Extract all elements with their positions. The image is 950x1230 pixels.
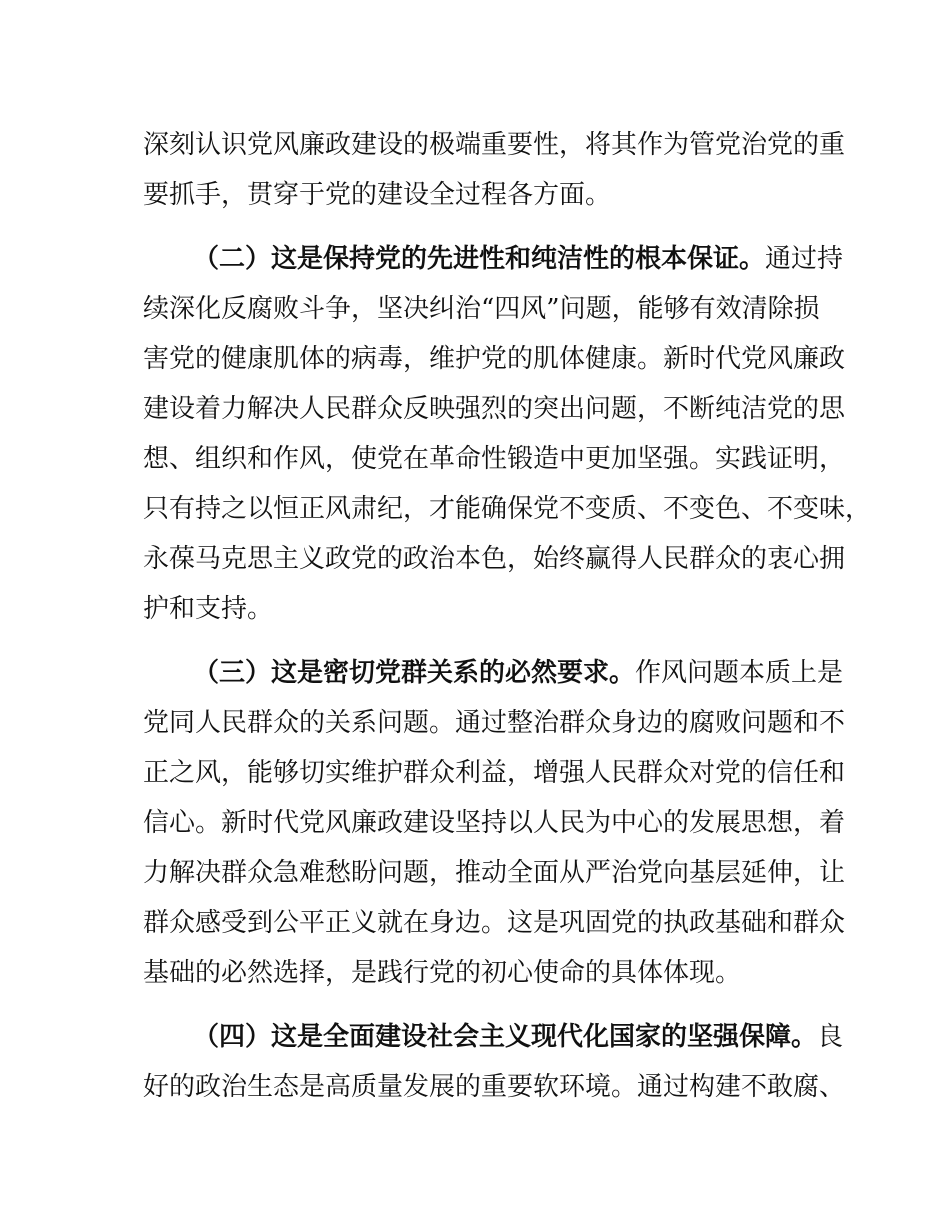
line-text: 好的政治生态是高质量发展的重要软环境。通过构建不敢腐、 (143, 1072, 846, 1102)
paragraph-2-line-3 (143, 342, 846, 376)
line-text: 正之风，能够切实维护群众利益，增强人民群众对党的信任和 (143, 758, 846, 788)
paragraph-3-line-2 (143, 706, 846, 740)
paragraph-3-line-6 (143, 906, 846, 940)
paragraph-2-line-2 (143, 292, 820, 326)
line-text: 只有持之以恒正风肃纪，才能确保党不变质、不变色、不变味， (143, 494, 872, 524)
paragraph-2-line-5 (143, 442, 846, 476)
paragraph-1-line-1 (143, 128, 846, 162)
paragraph-2-line-7 (143, 542, 846, 576)
paragraph-3-heading-line (193, 656, 844, 690)
line-text: 想、组织和作风，使党在革命性锻造中更加坚强。实践证明， (143, 444, 846, 474)
paragraph-3-line-4 (143, 806, 846, 840)
section-heading-4: （四）这是全面建设社会主义现代化国家的坚强保障。 (193, 1022, 818, 1052)
paragraph-2-line-4 (143, 392, 846, 426)
line-text: 永葆马克思主义政党的政治本色，始终赢得人民群众的衷心拥 (143, 544, 846, 574)
paragraph-2-heading-line (193, 242, 844, 276)
line-text: 良 (817, 1022, 844, 1052)
paragraph-4-line-2 (143, 1070, 846, 1104)
line-text: 通过持 (765, 244, 844, 274)
paragraph-3-line-3 (143, 756, 846, 790)
line-text: 续深化反腐败斗争，坚决纠治“四风”问题，能够有效清除损 (143, 294, 820, 324)
section-heading-2: （二）这是保持党的先进性和纯洁性的根本保证。 (193, 244, 766, 274)
section-heading-3: （三）这是密切党群关系的必然要求。 (193, 658, 636, 688)
paragraph-3-line-5 (143, 856, 846, 890)
paragraph-3-line-7 (143, 956, 813, 990)
line-text: 群众感受到公平正义就在身边。这是巩固党的执政基础和群众 (143, 908, 846, 938)
line-text: 基础的必然选择，是践行党的初心使命的具体体现。 (143, 958, 742, 988)
line-text: 害党的健康肌体的病毒，维护党的肌体健康。新时代党风廉政 (143, 344, 846, 374)
line-text: 信心。新时代党风廉政建设坚持以人民为中心的发展思想，着 (143, 808, 846, 838)
line-text: 作风问题本质上是 (635, 658, 844, 688)
line-text: 深刻认识党风廉政建设的极端重要性，将其作为管党治党的重 (143, 130, 846, 160)
line-text: 建设着力解决人民群众反映强烈的突出问题，不断纯洁党的思 (143, 394, 846, 424)
paragraph-2-line-6 (143, 492, 872, 526)
line-text: 力解决群众急难愁盼问题，推动全面从严治党向基层延伸，让 (143, 858, 846, 888)
paragraph-2-line-8 (143, 592, 813, 626)
paragraph-1-line-2 (143, 178, 813, 212)
line-text: 要抓手，贯穿于党的建设全过程各方面。 (143, 180, 612, 210)
paragraph-4-heading-line (193, 1020, 844, 1054)
line-text: 党同人民群众的关系问题。通过整治群众身边的腐败问题和不 (143, 708, 846, 738)
line-text: 护和支持。 (143, 594, 274, 624)
